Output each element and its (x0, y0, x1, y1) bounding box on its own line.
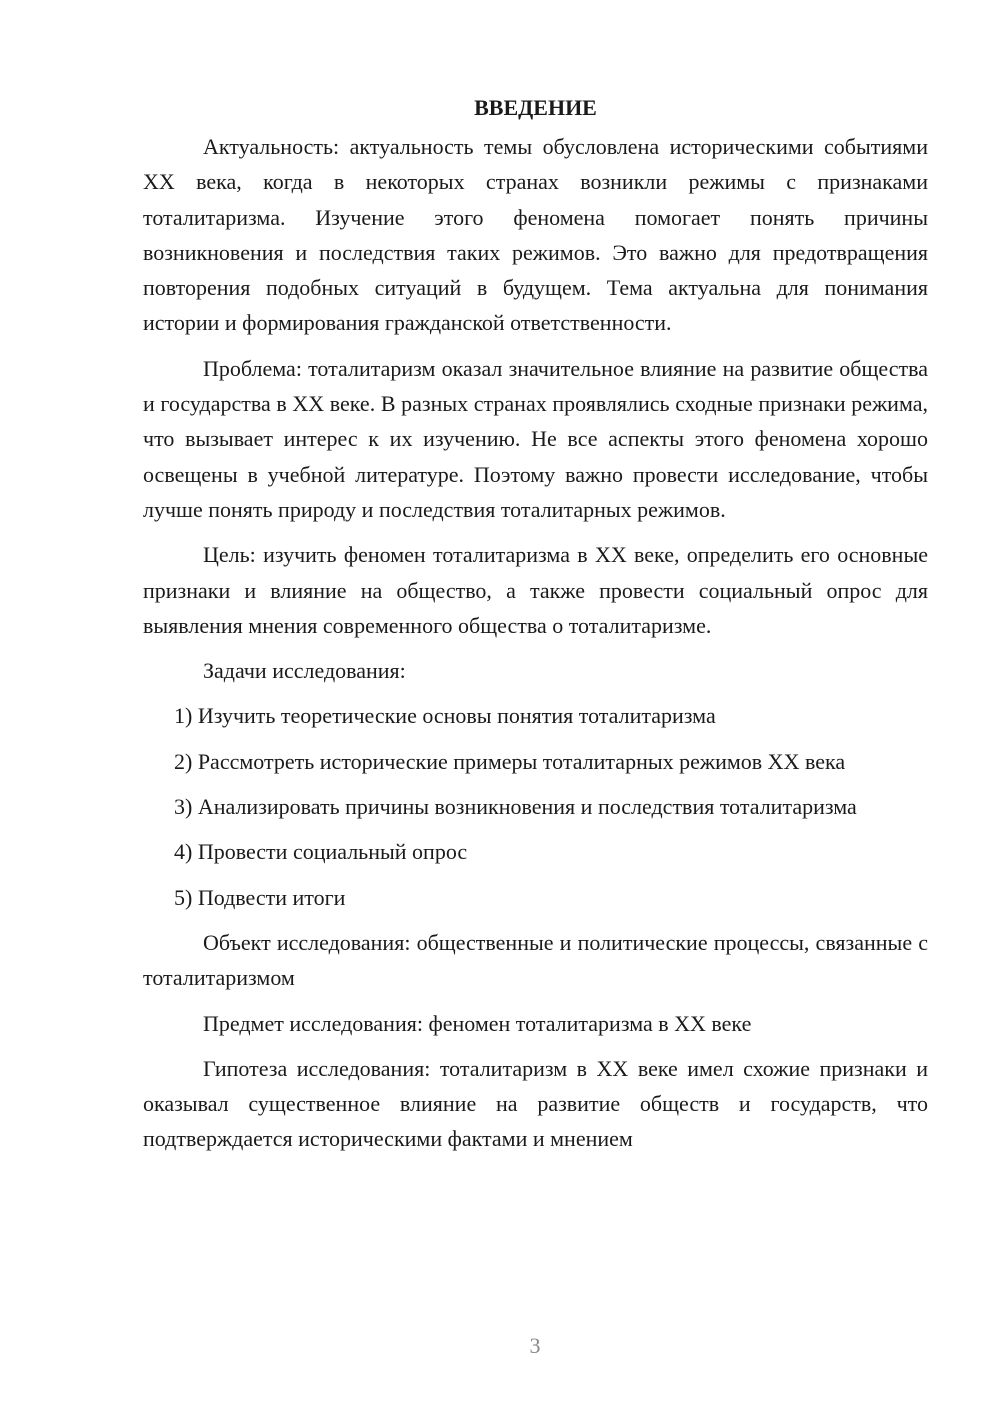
object-paragraph: Объект исследования: общественные и политические процессы, связанные с тоталитаризмом (143, 929, 928, 991)
hypothesis-paragraph: Гипотеза исследования: тоталитаризм в XX веке имел схожие признаки и оказывал существенное влияние на развитие обществ и государств, что подтверждается историческими фактами и мнением (143, 1055, 928, 1152)
goal-paragraph: Цель: изучить феномен тоталитаризма в XX веке, определить его основные признаки и влияние на общество, а также провести социальный опрос для выявления мнения современного общества о тоталитаризме. (143, 542, 928, 638)
task-item: 1) Изучить теоретические основы понятия тоталитаризма (174, 703, 716, 729)
task-item: 5) Подвести итоги (174, 884, 346, 910)
task-item: 3) Анализировать причины возникновения и последствия тоталитаризма (174, 794, 857, 820)
section-heading: ВВЕДЕНИЕ (474, 95, 597, 120)
document-page (143, 90, 928, 1157)
page-number: 3 (529, 1333, 541, 1358)
problem-paragraph: Проблема: тоталитаризм оказал значительное влияние на развитие общества и государства в XX веке. В разных странах проявлялись сходные признаки режима, что вызывает интерес к их изучению. Не все аспекты этого феномена хорошо освещены в учебной литературе. Поэтому важно провести исследование, чтобы лучше понять природу и последствия тоталитарных режимов. (143, 355, 928, 522)
task-item: 2) Рассмотреть исторические примеры тоталитарных режимов XX века (174, 748, 846, 774)
task-item: 4) Провести социальный опрос (174, 839, 468, 865)
relevance-paragraph: Актуальность: актуальность темы обусловлена историческими событиями XX века, когда в некоторых странах возникли режимы с признаками тоталитаризма. Изучение этого феномена помогает понять причины возникновения и последствия таких режимов. Это важно для предотвращения повторения подобных ситуаций в будущем. Тема актуальна для понимания истории и формирования гражданской ответственности. (143, 134, 928, 336)
tasks-title: Задачи исследования: (203, 658, 406, 684)
subject-paragraph: Предмет исследования: феномен тоталитаризма в XX веке (203, 1010, 752, 1036)
